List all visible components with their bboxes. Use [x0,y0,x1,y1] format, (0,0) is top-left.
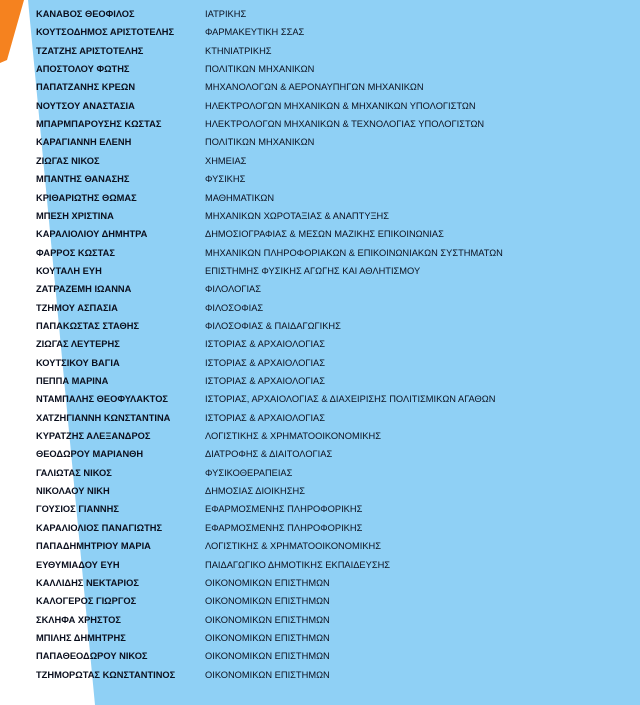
student-name: ΚΡΙΘΑΡΙΩΤΗΣ ΘΩΜΑΣ [36,192,137,203]
list-item [0,445,640,463]
list-item [0,97,640,115]
list-item [0,115,640,133]
list-item [0,42,640,60]
student-name: ΖΑΤΡΑΖΕΜΗ ΙΩΑΝΝΑ [36,284,132,295]
department-name: ΠΑΙΔΑΓΩΓΙΚΟ ΔΗΜΟΤΙΚΗΣ ΕΚΠΑΙΔΕΥΣΗΣ [205,559,391,570]
list-item [0,574,640,592]
department-name: ΜΑΘΗΜΑΤΙΚΩΝ [205,192,275,203]
student-name: ΠΑΠΑΔΗΜΗΤΡΙΟΥ ΜΑΡΙΑ [36,541,151,552]
department-name: ΟΙΚΟΝΟΜΙΚΩΝ ΕΠΙΣΤΗΜΩΝ [205,651,330,662]
list-item [0,78,640,96]
department-name: ΟΙΚΟΝΟΜΙΚΩΝ ΕΠΙΣΤΗΜΩΝ [205,669,330,680]
department-name: ΕΦΑΡΜΟΣΜΕΝΗΣ ΠΛΗΡΟΦΟΡΙΚΗΣ [205,522,363,533]
list-item [0,409,640,427]
department-name: ΦΑΡΜΑΚΕΥΤΙΚΗ ΣΣΑΣ [205,27,305,38]
department-name: ΦΙΛΟΛΟΓΙΑΣ [205,284,261,295]
student-name: ΓΟΥΣΙΟΣ ΓΙΑΝΝΗΣ [36,504,119,515]
list-item [0,152,640,170]
department-name: ΟΙΚΟΝΟΜΙΚΩΝ ΕΠΙΣΤΗΜΩΝ [205,577,330,588]
list-item [0,335,640,353]
list-item [0,225,640,243]
list-item [0,262,640,280]
student-name: ΤΖΑΤΖΗΣ ΑΡΙΣΤΟΤΕΛΗΣ [36,45,144,56]
department-name: ΙΣΤΟΡΙΑΣ & ΑΡΧΑΙΟΛΟΓΙΑΣ [205,339,326,350]
department-name: ΗΛΕΚΤΡΟΛΟΓΩΝ ΜΗΧΑΝΙΚΩΝ & ΤΕΧΝΟΛΟΓΙΑΣ ΥΠΟΛΟΓΙΣΤΩΝ [205,119,485,130]
department-name: ΙΣΤΟΡΙΑΣ & ΑΡΧΑΙΟΛΟΓΙΑΣ [205,357,326,368]
list-item [0,464,640,482]
student-name: ΝΙΚΟΛΑΟΥ ΝΙΚΗ [36,486,110,497]
student-name: ΚΑΛΛΙΔΗΣ ΝΕΚΤΑΡΙΟΣ [36,577,139,588]
department-name: ΛΟΓΙΣΤΙΚΗΣ & ΧΡΗΜΑΤΟΟΙΚΟΝΟΜΙΚΗΣ [205,431,381,442]
list-item [0,207,640,225]
student-name: ΝΤΑΜΠΑΛΗΣ ΘΕΟΦΥΛΑΚΤΟΣ [36,394,169,405]
student-name: ΠΑΠΑΚΩΣΤΑΣ ΣΤΑΘΗΣ [36,320,140,331]
list-item [0,666,640,684]
list-item [0,556,640,574]
student-name: ΚΑΡΑΓΙΑΝΝΗ ΕΛΕΝΗ [36,137,132,148]
department-name: ΦΥΣΙΚΗΣ [205,174,246,185]
department-name: ΜΗΧΑΝΟΛΟΓΩΝ & ΑΕΡΟΝΑΥΠΗΓΩΝ ΜΗΧΑΝΙΚΩΝ [205,82,424,93]
student-name: ΚΑΛΟΓΕΡΟΣ ΓΙΩΡΓΟΣ [36,596,137,607]
list-item [0,372,640,390]
student-name: ΦΑΡΡΟΣ ΚΩΣΤΑΣ [36,247,115,258]
department-name: ΔΗΜΟΣΙΟΓΡΑΦΙΑΣ & ΜΕΣΩΝ ΜΑΖΙΚΗΣ ΕΠΙΚΟΙΝΩΝΙΑΣ [205,229,444,240]
list-item [0,299,640,317]
list-item [0,537,640,555]
list-item [0,170,640,188]
list-item [0,23,640,41]
student-name: ΕΥΘΥΜΙΑΔΟΥ ΕΥΗ [36,559,120,570]
department-name: ΦΙΛΟΣΟΦΙΑΣ & ΠΑΙΔΑΓΩΓΙΚΗΣ [205,320,341,331]
department-name: ΔΗΜΟΣΙΑΣ ΔΙΟΙΚΗΣΗΣ [205,486,305,497]
student-name: ΝΟΥΤΣΟΥ ΑΝΑΣΤΑΣΙΑ [36,100,135,111]
department-name: ΟΙΚΟΝΟΜΙΚΩΝ ΕΠΙΣΤΗΜΩΝ [205,632,330,643]
department-name: ΛΟΓΙΣΤΙΚΗΣ & ΧΡΗΜΑΤΟΟΙΚΟΝΟΜΙΚΗΣ [205,541,381,552]
student-name: ΚΑΝΑΒΟΣ ΘΕΟΦΙΛΟΣ [36,9,135,19]
department-name: ΔΙΑΤΡΟΦΗΣ & ΔΙΑΙΤΟΛΟΓΙΑΣ [205,449,333,460]
student-name: ΤΖΗΜΟΡΩΤΑΣ ΚΩΝΣΤΑΝΤΙΝΟΣ [36,669,176,680]
student-name: ΣΚΛΗΦΑ ΧΡΗΣΤΟΣ [36,614,121,625]
list-item [0,629,640,647]
department-name: ΕΠΙΣΤΗΜΗΣ ΦΥΣΙΚΗΣ ΑΓΩΓΗΣ ΚΑΙ ΑΘΛΗΤΙΣΜΟΥ [205,265,421,276]
student-name: ΜΠΑΝΤΗΣ ΘΑΝΑΣΗΣ [36,174,130,185]
list-item [0,354,640,372]
department-name: ΜΗΧΑΝΙΚΩΝ ΠΛΗΡΟΦΟΡΙΑΚΩΝ & ΕΠΙΚΟΙΝΩΝΙΑΚΩΝ ΣΥΣΤΗΜΑΤΩΝ [205,247,503,258]
student-name: ΚΑΡΑΛΙΟΛΙΟΣ ΠΑΝΑΓΙΩΤΗΣ [36,522,163,533]
student-name: ΚΟΥΤΣΙΚΟΥ ΒΑΓΙΑ [36,357,120,368]
department-name: ΦΙΛΟΣΟΦΙΑΣ [205,302,264,313]
list-item [0,390,640,408]
list-item [0,647,640,665]
list-item [0,244,640,262]
student-name: ΧΑΤΖΗΓΙΑΝΝΗ ΚΩΝΣΤΑΝΤΙΝΑ [36,412,171,423]
department-name: ΕΦΑΡΜΟΣΜΕΝΗΣ ΠΛΗΡΟΦΟΡΙΚΗΣ [205,504,363,515]
student-name: ΠΑΠΑΤΖΑΝΗΣ ΚΡΕΩΝ [36,82,136,93]
list-item [0,611,640,629]
list-item [0,60,640,78]
student-name: ΖΙΩΓΑΣ ΛΕΥΤΕΡΗΣ [36,339,120,350]
student-name: ΖΙΩΓΑΣ ΝΙΚΟΣ [36,155,100,166]
list-item [0,317,640,335]
list-item [0,189,640,207]
department-name: ΟΙΚΟΝΟΜΙΚΩΝ ΕΠΙΣΤΗΜΩΝ [205,614,330,625]
department-name: ΙΣΤΟΡΙΑΣ & ΑΡΧΑΙΟΛΟΓΙΑΣ [205,412,326,423]
list-item [0,280,640,298]
student-name: ΜΠΕΣΗ ΧΡΙΣΤΙΝΑ [36,210,114,221]
department-name: ΙΣΤΟΡΙΑΣ & ΑΡΧΑΙΟΛΟΓΙΑΣ [205,376,326,386]
student-name: ΑΠΟΣΤΟΛΟΥ ΦΩΤΗΣ [36,64,130,75]
student-name: ΤΖΗΜΟΥ ΑΣΠΑΣΙΑ [36,302,118,313]
student-name: ΚΑΡΑΛΙΟΛΙΟΥ ΔΗΜΗΤΡΑ [36,229,148,240]
department-name: ΙΑΤΡΙΚΗΣ [205,9,247,19]
student-name: ΚΟΥΤΑΛΗ ΕΥΗ [36,265,102,276]
list-item [0,482,640,500]
department-name: ΠΟΛΙΤΙΚΩΝ ΜΗΧΑΝΙΚΩΝ [205,137,315,148]
student-name: ΜΠΑΡΜΠΑΡΟΥΣΗΣ ΚΩΣΤΑΣ [36,119,162,130]
student-name: ΜΠΙΛΗΣ ΔΗΜΗΤΡΗΣ [36,632,126,643]
department-name: ΙΣΤΟΡΙΑΣ, ΑΡΧΑΙΟΛΟΓΙΑΣ & ΔΙΑΧΕΙΡΙΣΗΣ ΠΟΛΙΤΙΣΜΙΚΩΝ ΑΓΑΘΩΝ [205,394,496,405]
list-item [0,5,640,23]
department-name: ΟΙΚΟΝΟΜΙΚΩΝ ΕΠΙΣΤΗΜΩΝ [205,596,330,607]
student-name: ΠΕΠΠΑ ΜΑΡΙΝΑ [36,376,109,386]
student-name: ΘΕΟΔΩΡΟΥ ΜΑΡΙΑΝΘΗ [36,449,144,460]
department-name: ΚΤΗΝΙΑΤΡΙΚΗΣ [205,45,272,56]
department-name: ΧΗΜΕΙΑΣ [205,155,247,166]
list-item [0,500,640,518]
department-name: ΗΛΕΚΤΡΟΛΟΓΩΝ ΜΗΧΑΝΙΚΩΝ & ΜΗΧΑΝΙΚΩΝ ΥΠΟΛΟΓΙΣΤΩΝ [205,100,476,111]
student-name: ΚΟΥΤΣΟΔΗΜΟΣ ΑΡΙΣΤΟΤΕΛΗΣ [36,27,175,38]
list-item [0,519,640,537]
list-item [0,133,640,151]
list-item [0,427,640,445]
list-item [0,592,640,610]
department-name: ΦΥΣΙΚΟΘΕΡΑΠΕΙΑΣ [205,467,293,478]
student-name: ΓΑΛΙΩΤΑΣ ΝΙΚΟΣ [36,467,112,478]
department-name: ΜΗΧΑΝΙΚΩΝ ΧΩΡΟΤΑΞΙΑΣ & ΑΝΑΠΤΥΞΗΣ [205,210,390,221]
department-name: ΠΟΛΙΤΙΚΩΝ ΜΗΧΑΝΙΚΩΝ [205,64,315,75]
student-name: ΠΑΠΑΘΕΟΔΩΡΟΥ ΝΙΚΟΣ [36,651,148,662]
student-name: ΚΥΡΑΤΖΗΣ ΑΛΕΞΑΝΔΡΟΣ [36,431,151,442]
